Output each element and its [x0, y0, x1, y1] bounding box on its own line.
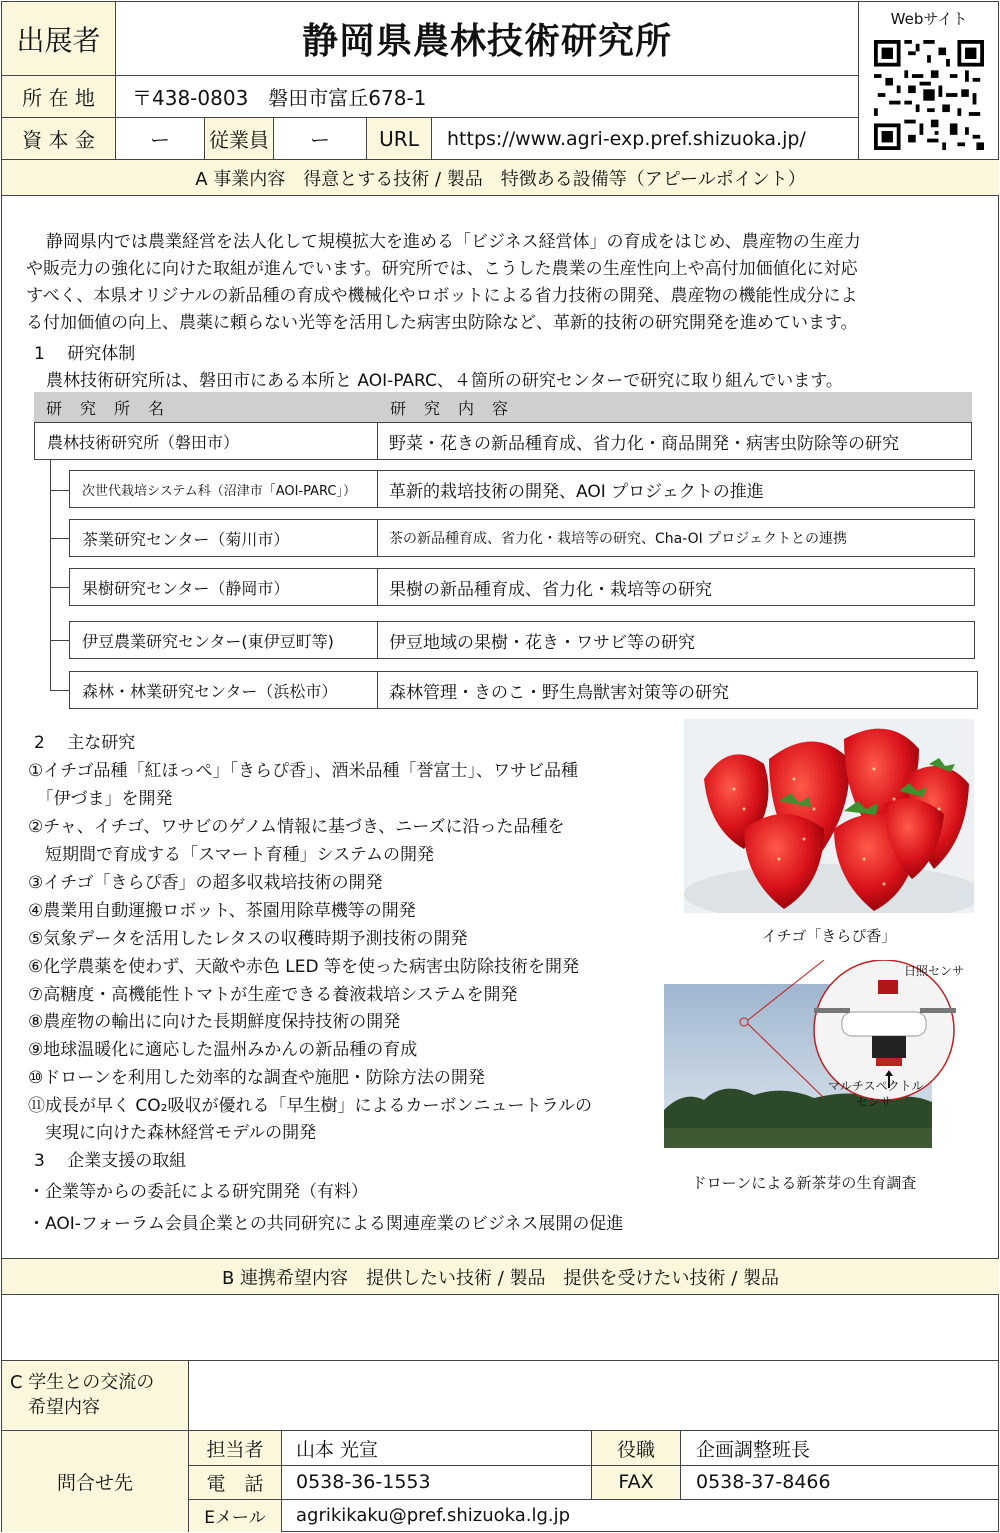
research-heading: 2 主な研究 [34, 733, 136, 753]
employees-value: ー [310, 128, 330, 152]
website-label: Webサイト [890, 9, 968, 28]
row-content: 森林管理・きのこ・野生鳥獣害対策等の研究 [389, 682, 729, 703]
table-row [69, 470, 975, 508]
research-item: 「伊づま」を開発 [28, 789, 173, 809]
section-b-title: B 連携希望内容 提供したい技術 / 製品 提供を受けたい技術 / 製品 [221, 1268, 780, 1289]
contact-label: 問合せ先 [56, 1472, 133, 1494]
research-item: ③イチゴ「きらぴ香」の超多収栽培技術の開発 [28, 873, 383, 893]
drone-photo [664, 960, 1000, 1168]
table-row [34, 422, 972, 460]
role-value: 企画調整班長 [696, 1438, 811, 1461]
research-item: ⑪成長が早く CO₂吸収が優れる「早生樹」によるカーボンニュートラルの [28, 1096, 592, 1116]
phone-value[interactable]: 0538-36-1553 [296, 1471, 431, 1493]
support-item: ・AOI-フォーラム会員企業との共同研究による関連産業のビジネス展開の促進 [28, 1214, 624, 1234]
research-item: ⑩ドローンを利用した効率的な調査や施肥・防除方法の開発 [28, 1068, 485, 1088]
person-label: 担当者 [206, 1438, 264, 1461]
research-item: ④農業用自動運搬ロボット、茶園用除草機等の開発 [28, 901, 416, 921]
research-item: 実現に向けた森林経営モデルの開発 [28, 1123, 317, 1143]
table-header-content: 研 究 内 容 [390, 398, 510, 418]
fax-value: 0538-37-8466 [696, 1471, 831, 1493]
row-content: 伊豆地域の果樹・花き・ワサビ等の研究 [389, 632, 695, 653]
row-content: 茶の新品種育成、省力化・栽培等の研究、Cha-OI プロジェクトとの連携 [389, 531, 847, 547]
drone-label-multi-2: センサ [856, 1095, 893, 1109]
table-row [69, 671, 978, 709]
person-value: 山本 光宣 [296, 1438, 379, 1461]
url-link[interactable]: https://www.agri-exp.pref.shizuoka.jp/ [447, 127, 806, 150]
table-row [69, 568, 975, 606]
row-content: 革新的栽培技術の開発、AOI プロジェクトの推進 [389, 481, 764, 502]
intro-line: る付加価値の向上、農薬に頼らない光等を活用した病害虫防除など、革新的技術の研究開発を進めています。 [26, 313, 858, 333]
structure-heading: 1 研究体制 [34, 344, 136, 364]
row-name: 次世代栽培システム科（沼津市「AOI-PARC」） [82, 483, 356, 499]
structure-desc: 農林技術研究所は、磐田市にある本所と AOI-PARC、４箇所の研究センターで研究に取り組んでいます。 [46, 371, 843, 391]
section-c-line: 希望内容 [10, 1397, 100, 1418]
section-c-label [10, 1370, 154, 1420]
qr-code[interactable] [874, 40, 984, 150]
intro-paragraph [26, 229, 986, 337]
research-item: ⑥化学農薬を使わず、天敵や赤色 LED 等を使った病害虫防除技術を開発 [28, 957, 579, 977]
role-label: 役職 [616, 1438, 655, 1461]
support-heading: 3 企業支援の取組 [34, 1151, 187, 1171]
research-item: ⑨地球温暖化に適応した温州みかんの新品種の育成 [28, 1040, 418, 1060]
research-item: ⑤気象データを活用したレタスの収穫時期予測技術の開発 [28, 929, 468, 949]
support-item: ・企業等からの委託による研究開発（有料） [28, 1182, 368, 1202]
drone-caption: ドローンによる新茶芽の生育調査 [691, 1174, 917, 1192]
strawberry-photo [684, 719, 974, 913]
strawberry-caption: イチゴ「きらぴ香」 [761, 927, 897, 945]
section-b-body [2, 1296, 999, 1360]
org-name: 静岡県農林技術研究所 [301, 21, 672, 62]
intro-line: すべく、本県オリジナルの新品種の育成や機械化やロボットによる省力技術の開発、農産物の機能性成分によ [26, 286, 858, 306]
capital-value: ー [150, 128, 170, 152]
research-item: ②チャ、イチゴ、ワサビのゲノム情報に基づき、ニーズに沿った品種を [28, 817, 565, 837]
research-item: ⑧農産物の輸出に向けた長期鮮度保持技術の開発 [28, 1012, 401, 1032]
drone-label-multi-1: マルチスペクトル [828, 1079, 924, 1093]
row-name: 伊豆農業研究センター(東伊豆町等) [82, 631, 334, 651]
url-label: URL [379, 126, 419, 151]
row-content: 果樹の新品種育成、省力化・栽培等の研究 [389, 579, 712, 600]
email-link[interactable]: agrikikaku@pref.shizuoka.lg.jp [296, 1505, 571, 1526]
table-row [69, 519, 975, 557]
intro-line: や販売力の強化に向けた取組が進んでいます。研究所では、こうした農業の生産性向上や高付加価値化に対応 [26, 259, 858, 279]
exhibitor-label: 出展者 [16, 23, 101, 57]
capital-label: 資 本 金 [22, 128, 95, 152]
address-value: 〒438-0803 磐田市富丘678-1 [132, 86, 427, 110]
row-content: 野菜・花きの新品種育成、省力化・商品開発・病害虫防除等の研究 [389, 433, 899, 454]
row-name: 茶業研究センター（菊川市） [82, 529, 290, 549]
employees-label: 従業員 [209, 128, 269, 152]
drone-label-sun: 日照センサ [904, 964, 965, 978]
table-row [69, 621, 975, 659]
section-a-title: A 事業内容 得意とする技術 / 製品 特徴ある設備等（アピールポイント） [195, 169, 806, 190]
tree-connector [50, 460, 51, 690]
row-name: 農林技術研究所（磐田市） [47, 432, 240, 452]
research-item: ①イチゴ品種「紅ほっぺ」「きらぴ香」、酒米品種「誉富士」、ワサビ品種 [28, 761, 579, 781]
research-item: ⑦高糖度・高機能性トマトが生産できる養液栽培システムを開発 [28, 985, 518, 1005]
address-label: 所 在 地 [22, 86, 95, 110]
row-name: 森林・林業研究センター（浜松市） [82, 681, 338, 701]
research-item: 短期間で育成する「スマート育種」システムの開発 [28, 845, 434, 865]
email-label: Eメール [204, 1508, 266, 1528]
section-c-line: C 学生との交流の [10, 1372, 155, 1393]
row-name: 果樹研究センター（静岡市） [82, 578, 290, 598]
intro-line: 静岡県内では農業経営を法人化して規模拡大を進める「ビジネス経営体」の育成をはじめ、農産物の生産力 [46, 232, 861, 252]
fax-label: FAX [618, 1471, 654, 1493]
phone-label: 電 話 [206, 1472, 264, 1495]
table-header-name: 研 究 所 名 [46, 398, 166, 418]
